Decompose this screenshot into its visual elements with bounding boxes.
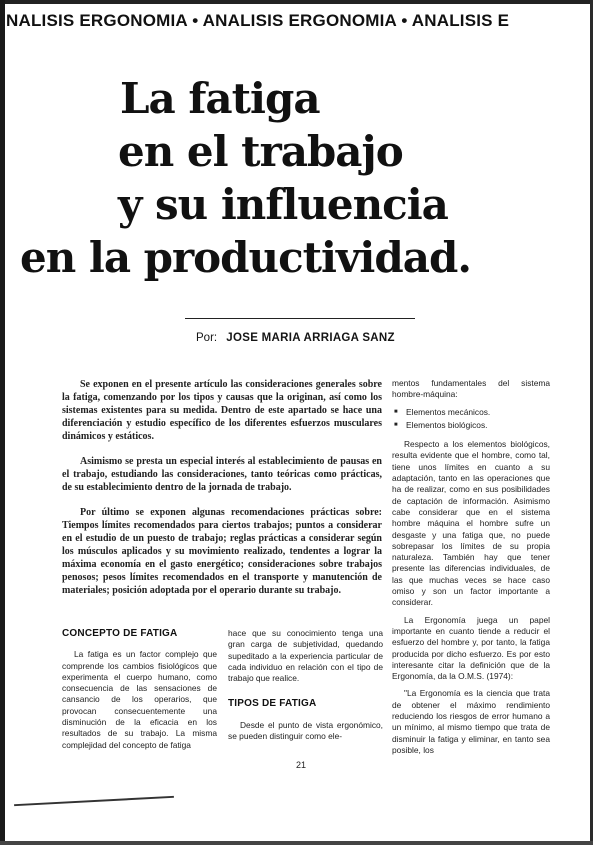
scan-edge-left	[0, 0, 5, 845]
abstract-paragraph-1: Se exponen en el presente artículo las consideraciones generales sobre la fatiga, comenzando por los tipos y causas que la originan, así como los sistemas existentes para su medida. Dentro de este apartado se hace una diferenciación y estudio específico de los diferentes esfuerzos musculares dinámicos y estáticos.	[62, 379, 382, 442]
column-3	[392, 378, 550, 762]
title-line-3: y su influencia	[118, 180, 448, 229]
page-number: 21	[296, 760, 307, 770]
byline-label: Por:	[196, 332, 218, 344]
scan-scratch-mark	[14, 796, 174, 806]
scan-edge-top	[0, 0, 593, 4]
col2-paragraph-2: Desde el punto de vista ergonómico, se pueden distinguir como ele-	[228, 719, 383, 742]
title-line-2: en el trabajo	[118, 127, 403, 176]
col1-paragraph: La fatiga es un factor complejo que comprende los cambios fisiológicos que experimenta el cuerpo humano, como consecuencia de las sensaciones de cansancio de los operarios, que provocan consecuentemente una disminución de la eficacia en los resultados de su trabajo. La misma complejidad del concepto de fatiga	[62, 649, 217, 750]
heading-concepto-de-fatiga: CONCEPTO DE FATIGA	[62, 628, 178, 639]
byline-rule	[185, 318, 415, 319]
col2-paragraph-1: hace que su conocimiento tenga una gran carga de subjetividad, quedando supeditado a la experiencia particular de cada individuo en relación con el tipo de trabajo que realice.	[228, 628, 383, 684]
abstract-paragraph-2: Asimismo se presta un especial interés al establecimiento de pausas en el trabajo, estudiando las consideraciones, tanto teóricas como prácticas, de su establecimiento dentro de la jornada de trabajo.	[62, 456, 382, 493]
author-name: JOSE MARIA ARRIAGA SANZ	[226, 332, 395, 344]
scan-edge-bottom	[0, 841, 593, 845]
article-title	[20, 72, 580, 284]
byline	[196, 332, 456, 344]
article-abstract	[62, 378, 382, 609]
col3-paragraph-3: "La Ergonomía es la ciencia que trata de obtener el máximo rendimiento reduciendo los riesgos de error humano a un mínimo, al mismo tiempo que trata de disminuir la fatiga y eliminar, en tanto sea posible, los	[392, 688, 550, 755]
col3-intro: mentos fundamentales del sistema hombre-máquina:	[392, 378, 550, 400]
list-item: ■ Elementos mecánicos.	[392, 407, 550, 418]
title-line-4: en la productividad.	[20, 233, 471, 282]
list-item: ■ Elementos biológicos.	[392, 420, 550, 431]
col3-paragraph-1: Respecto a los elementos biológicos, resulta evidente que el hombre, como tal, tiene unos límites en cuanto a su adaptación, tanto en las operaciones que ha de realizar, como en sus posibilidades de captación de información. Asimismo cabe considerar que en el sistema hombre máquina el hombre sufre un desgaste y una fatiga que, no puede sobrepasar los límites de su propia naturaleza. También hay que tener presente las diferencias individuales, de las que muchas veces se hace caso omiso y son un factor importante a considerar.	[392, 439, 550, 608]
column-2	[228, 628, 383, 748]
section-header-band: NALISIS ERGONOMIA • ANALISIS ERGONOMIA • ANALISIS E	[6, 11, 510, 30]
title-line-1: La fatiga	[120, 74, 320, 123]
column-1	[62, 628, 217, 757]
heading-tipos-de-fatiga: TIPOS DE FATIGA	[228, 698, 317, 710]
elements-list	[392, 407, 550, 432]
abstract-paragraph-3: Por último se exponen algunas recomendaciones prácticas sobre: Tiempos límites recomendados para ciertos trabajos; puntos a considerar en el estudio de un puesto de trabajo; reglas prácticas a considerar según los músculos aplicados y su movimiento realizado, tendentes a lograr la máxima economía en el gasto energético; consideraciones sobre trabajos penosos; pesos límites recomendados en el transporte y manutención de materiales; posición adoptada por el operario durante su trabajo.	[62, 507, 382, 596]
col3-paragraph-2: La Ergonomía juega un papel importante en cuanto tiende a reducir el esfuerzo del hombre y, por tanto, la fatiga producida por dicho esfuerzo. Es por esto interesante citar la definición que de la Ergonomía, da la O.M.S. (1974):	[392, 614, 550, 682]
